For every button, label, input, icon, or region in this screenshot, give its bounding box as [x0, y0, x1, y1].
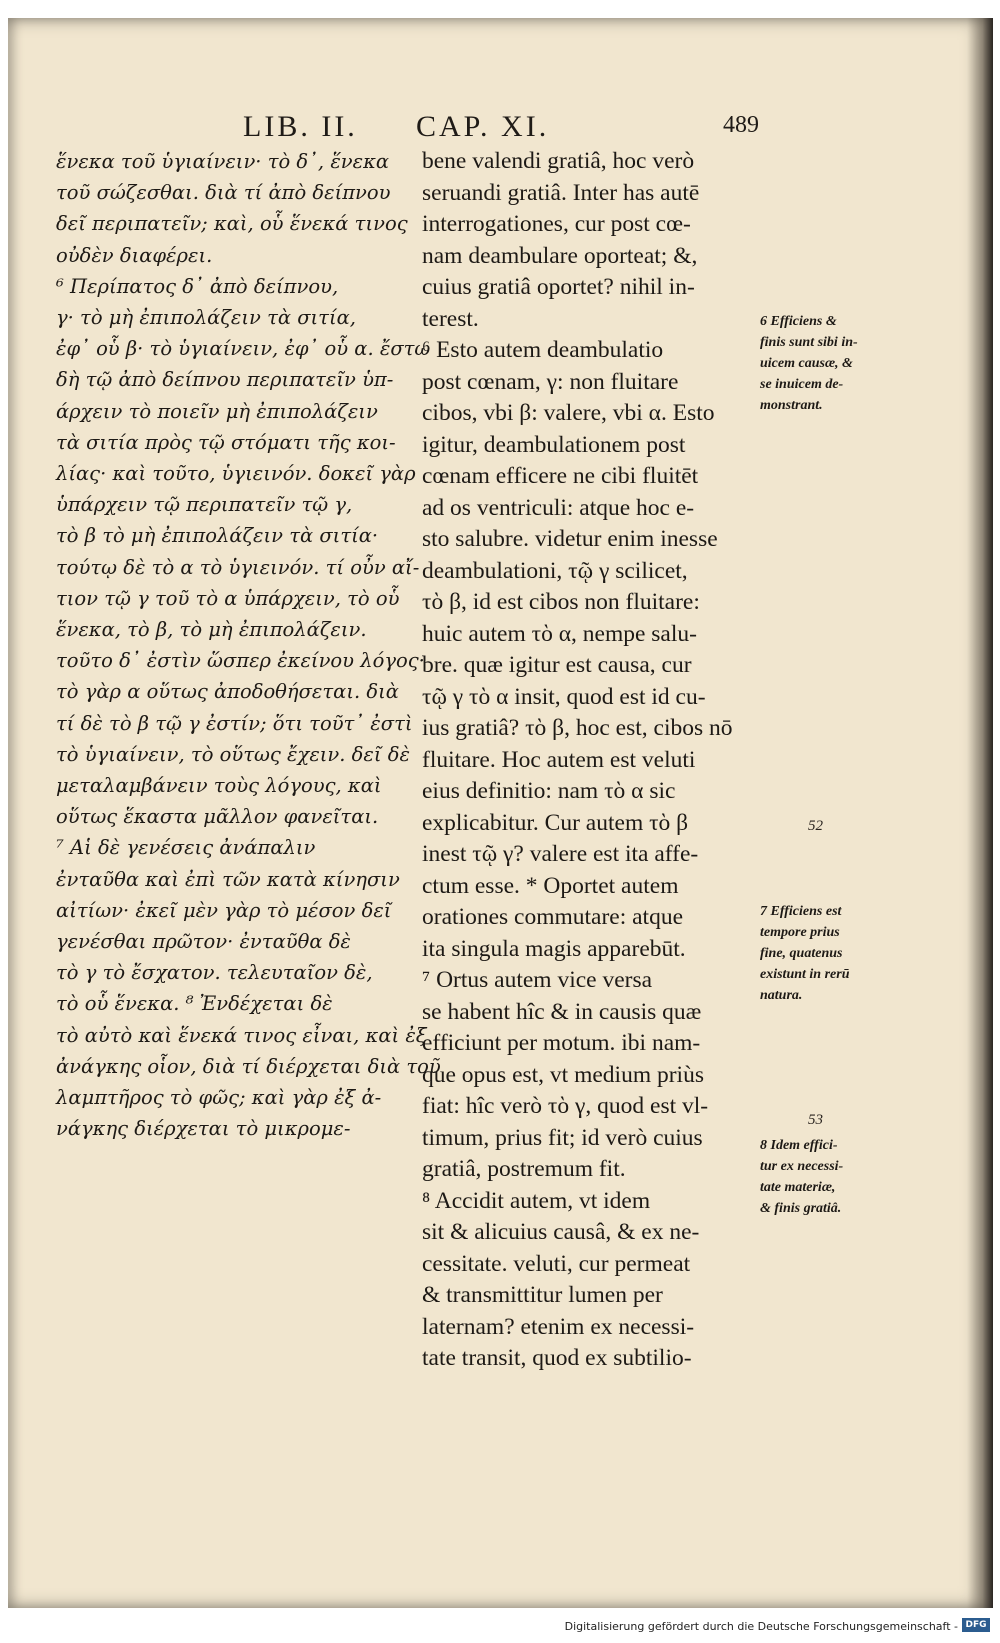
latin-text-line: cessitate. veluti, cur permeat	[422, 1250, 691, 1277]
latin-text-line: fluitare. Hoc autem est veluti	[422, 746, 696, 773]
greek-text-line: τούτῳ δὲ τὸ α τὸ ὑγιεινόν. τί οὖν αἴ-	[56, 555, 420, 579]
greek-text-line: ἀνάγκης οἷον, διὰ τί διέρχεται διὰ τοῦ	[56, 1054, 441, 1078]
greek-text-line: ⁷ Αἱ δὲ γενέσεις ἀνάπαλιν	[56, 836, 316, 860]
greek-text-line: άρχειν τὸ ποιεῖν μὴ ἐπιπολάζειν	[56, 399, 378, 423]
margin-note-line: existunt in rerū	[760, 967, 850, 982]
latin-text-line: orationes commutare: atque	[422, 904, 684, 930]
latin-text-line: post cœnam, γ: non fluitare	[422, 368, 679, 395]
latin-text-line: ⁶ Esto autem deambulatio	[422, 337, 664, 363]
latin-text-line: inest τῷ γ? valere est ita affe-	[422, 841, 699, 867]
margin-number-53: 53	[808, 1112, 823, 1128]
latin-text-line: terest.	[422, 305, 479, 332]
greek-text-column	[56, 146, 441, 1145]
latin-text-line: ⁷ Ortus autem vice versa	[422, 967, 653, 993]
greek-text-line: οὕτως ἕκαστα μᾶλλον φανεῖται.	[56, 805, 379, 829]
latin-text-line: τῷ γ τὸ α insit, quod est id cu-	[422, 683, 706, 710]
latin-text-line: ctum esse. * Oportet autem	[422, 872, 679, 899]
margin-note-line: natura.	[760, 988, 803, 1003]
margin-note-line: tempore prius	[760, 925, 840, 940]
latin-text-line: ad os ventriculi: atque hoc e-	[422, 494, 695, 521]
latin-text-line: bene valendi gratiâ, hoc verò	[422, 148, 695, 174]
greek-text-line: τιον τῷ γ τοῦ τὸ α ὑπάρχειν, τὸ οὗ	[56, 586, 400, 610]
latin-text-line: ⁸ Accidit autem, vt idem	[422, 1187, 651, 1214]
latin-text-line: sto salubre. videtur enim inesse	[422, 526, 718, 552]
greek-text-line: ὑπάρχειν τῷ περιπατεῖν τῷ γ,	[56, 493, 353, 517]
margin-note-line: 6 Efficiens &	[760, 314, 837, 329]
greek-text-line: μεταλαμβάνειν τοὺς λόγους, καὶ	[56, 774, 382, 798]
latin-text-column	[422, 146, 767, 1375]
running-header	[8, 110, 993, 150]
greek-text-line: λίας· καὶ τοῦτο, ὑγιεινόν. δοκεῖ γὰρ	[56, 462, 416, 486]
latin-text-line: timum, prius fit; id verò cuius	[422, 1124, 703, 1151]
latin-text-line: seruandi gratiâ. Inter has autē	[422, 179, 700, 206]
margin-note-line: monstrant.	[760, 398, 823, 413]
greek-text-line: τὸ αὐτὸ καὶ ἕνεκά τινος εἶναι, καὶ ἐξ	[56, 1023, 427, 1047]
latin-text-line: cibos, vbi β: valere, vbi α. Esto	[422, 400, 715, 426]
dfg-logo: DFG	[962, 1618, 990, 1632]
latin-text-line: explicabitur. Cur autem τὸ β	[422, 809, 689, 836]
digitization-footer	[0, 1614, 1000, 1643]
margin-note-7	[760, 901, 849, 1006]
latin-text-line: fiat: hîc verò τὸ γ, quod est vl-	[422, 1093, 709, 1119]
greek-text-line: λαμπτῆρος τὸ φῶς; καὶ γὰρ ἐξ ἀ-	[56, 1086, 382, 1110]
latin-text-line: cœnam efficere ne cibi fluitēt	[422, 463, 699, 489]
greek-text-line: τοῦ σώζεσθαι. διὰ τί ἀπὸ δείπνου	[56, 181, 391, 205]
greek-text-line: νάγκης διέρχεται τὸ μικρομε-	[56, 1117, 351, 1141]
greek-text-line: δὴ τῷ ἀπὸ δείπνου περιπατεῖν ὑπ-	[56, 368, 394, 392]
latin-text-line: se habent hîc & in causis quæ	[422, 998, 702, 1025]
greek-text-line: αἰτίων· ἐκεῖ μὲν γὰρ τὸ μέσον δεῖ	[56, 898, 392, 922]
chapter-label: CAP. XI.	[416, 110, 550, 143]
greek-text-line: ⁶ Περίπατος δ᾽ ἀπὸ δείπνου,	[56, 274, 339, 298]
latin-text-line: ius gratiâ? τὸ β, hoc est, cibos nō	[422, 715, 733, 741]
greek-text-line: τὸ β τὸ μὴ ἐπιπολάζειν τὰ σιτία·	[56, 524, 379, 548]
margin-note-line: tate materiæ,	[760, 1180, 836, 1195]
greek-text-line: ἕνεκα, τὸ β, τὸ μὴ ἐπιπολάζειν.	[56, 618, 367, 642]
greek-text-line: τοῦτο δ᾽ ἐστὶν ὥσπερ ἐκείνου λόγος·	[56, 649, 425, 673]
latin-text-line: igitur, deambulationem post	[422, 431, 686, 458]
greek-text-line: τὸ ὑγιαίνειν, τὸ οὕτως ἔχειν. δεῖ δὲ	[56, 742, 410, 766]
book-spine-shadow	[967, 18, 993, 1608]
margin-note-line: uicem causæ, &	[760, 356, 853, 371]
margin-note-line: 7 Efficiens est	[760, 904, 842, 919]
margin-note-line: fine, quatenus	[760, 946, 843, 961]
margin-note-8	[760, 1135, 843, 1219]
greek-text-line: οὐδὲν διαφέρει.	[56, 243, 213, 267]
greek-text-line: γενέσθαι πρῶτον· ἐνταῦθα δὲ	[56, 930, 351, 954]
latin-text-line: tate transit, quod ex subtilio-	[422, 1345, 692, 1371]
margin-note-line: tur ex necessi-	[760, 1159, 844, 1174]
latin-text-line: efficiunt per motum. ibi nam-	[422, 1030, 701, 1056]
latin-text-line: eius definitio: nam τὸ α sic	[422, 778, 676, 804]
margin-note-line: 8 Idem effici-	[760, 1138, 838, 1153]
latin-text-line: deambulationi, τῷ γ scilicet,	[422, 557, 688, 584]
greek-text-line: ἐνταῦθα καὶ ἐπὶ τῶν κατὰ κίνησιν	[56, 867, 400, 891]
latin-text-line: ita singula magis apparebūt.	[422, 935, 686, 962]
latin-text-line: huic autem τὸ α, nempe salu-	[422, 620, 697, 647]
margin-number-52: 52	[808, 818, 823, 834]
book-label: LIB. II.	[243, 110, 358, 143]
latin-text-line: sit & alicuius causâ, & ex ne-	[422, 1219, 700, 1245]
latin-text-line: que opus est, vt medium priùs	[422, 1061, 704, 1088]
latin-text-line: laternam? etenim ex necessi-	[422, 1313, 695, 1340]
latin-text-line: τὸ β, id est cibos non fluitare:	[422, 589, 700, 615]
latin-text-line: nam deambulare oporteat; &,	[422, 242, 698, 269]
page-number: 489	[723, 112, 759, 138]
greek-text-line: τὰ σιτία πρὸς τῷ στόματι τῆς κοι-	[56, 430, 396, 454]
margin-note-6	[760, 311, 858, 416]
latin-text-line: & transmittitur lumen per	[422, 1282, 663, 1308]
latin-text-line: interrogationes, cur post cœ-	[422, 211, 691, 237]
latin-text-line: bre. quæ igitur est causa, cur	[422, 652, 692, 678]
greek-text-line: ἕνεκα τοῦ ὑγιαίνειν· τὸ δ᾽, ἕνεκα	[56, 150, 390, 173]
greek-text-line: ἐφ᾽ οὗ β· τὸ ὑγιαίνειν, ἐφ᾽ οὗ α. ἔστω	[56, 337, 431, 361]
greek-text-line: τὸ γ τὸ ἔσχατον. τελευταῖον δὲ,	[56, 961, 373, 985]
latin-text-line: gratiâ, postremum fit.	[422, 1156, 626, 1182]
greek-text-line: δεῖ περιπατεῖν; καὶ, οὗ ἕνεκά τινος	[56, 212, 408, 236]
margin-note-line: & finis gratiâ.	[760, 1201, 842, 1216]
funding-credit: Digitalisierung gefördert durch die Deutsche Forschungsgemeinschaft -	[564, 1620, 958, 1633]
greek-text-line: γ· τὸ μὴ ἐπιπολάζειν τὰ σιτία,	[56, 306, 356, 330]
greek-text-line: τὸ οὗ ἕνεκα. ⁸ Ἐνδέχεται δὲ	[56, 992, 333, 1016]
book-page	[8, 18, 993, 1608]
greek-text-line: τὸ γὰρ α οὕτως ἀποδοθήσεται. διὰ	[56, 680, 399, 704]
greek-text-line: τί δὲ τὸ β τῷ γ ἐστίν; ὅτι τοῦτ᾽ ἐστὶ	[56, 711, 413, 735]
margin-note-line: finis sunt sibi in-	[760, 335, 858, 350]
latin-text-line: cuius gratiâ oportet? nihil in-	[422, 274, 695, 300]
margin-note-line: se inuicem de-	[760, 377, 844, 392]
